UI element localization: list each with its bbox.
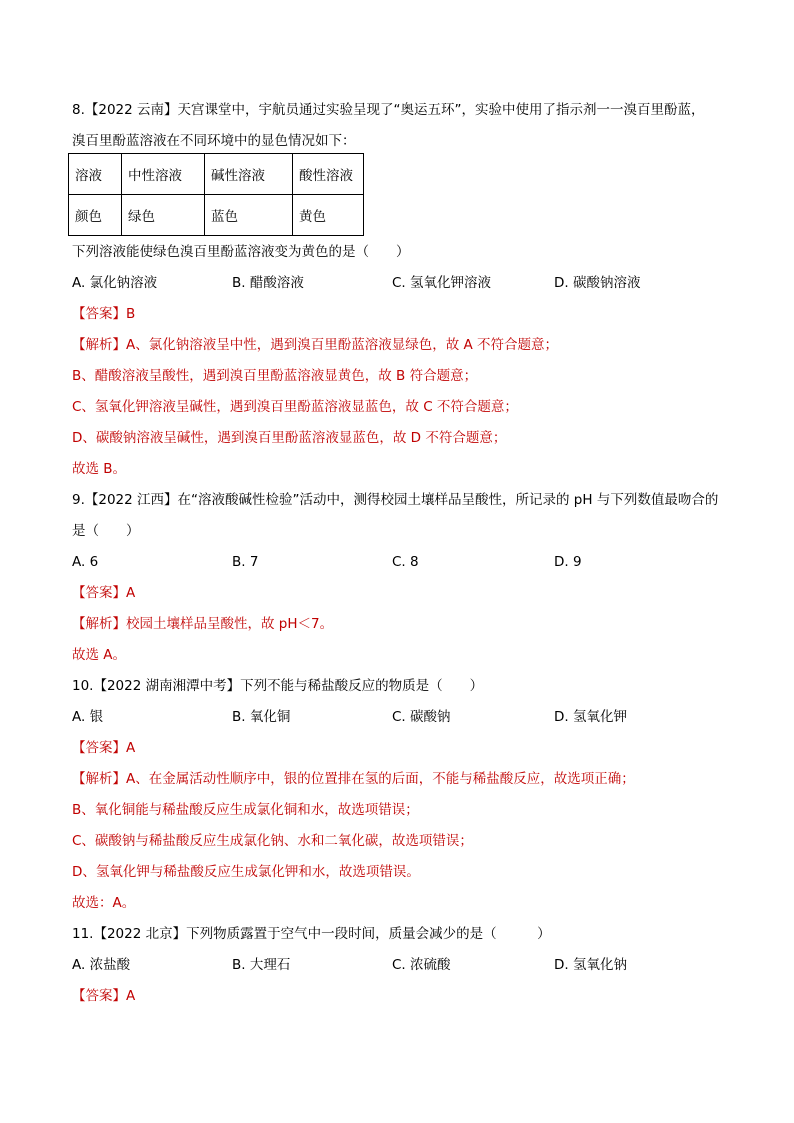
table-cell: 溶液	[69, 154, 122, 195]
table-cell: 颜色	[69, 195, 122, 236]
q10-answer: 【答案】A	[72, 740, 136, 756]
option-a: A. 银	[72, 709, 104, 725]
q8-analysis-line: D、碳酸钠溶液呈碱性，遇到溴百里酚蓝溶液显蓝色，故 D 不符合题意；	[72, 430, 507, 446]
option-d: D. 氢氧化钠	[554, 957, 627, 973]
indicator-color-table	[68, 153, 364, 236]
table-cell: 绿色	[122, 195, 205, 236]
q9-stem-line-1: 9.【2022 江西】在“溶液酸碱性检验”活动中，测得校园土壤样品呈酸性，所记录的 pH 与下列数值最吻合的	[72, 492, 719, 508]
table-row	[69, 195, 364, 236]
q10-conclusion: 故选：A。	[72, 895, 136, 911]
table-cell: 中性溶液	[122, 154, 205, 195]
q11-stem: 11.【2022 北京】下列物质露置于空气中一段时间，质量会减少的是（ ）	[72, 926, 551, 942]
q9-stem-line-2: 是（ ）	[72, 523, 140, 539]
q9-analysis-line: 【解析】校园土壤样品呈酸性，故 pH＜7。	[72, 616, 334, 632]
table-row	[69, 154, 364, 195]
option-d: D. 9	[554, 554, 582, 570]
option-a: A. 6	[72, 554, 99, 570]
table-cell: 蓝色	[205, 195, 293, 236]
q8-question: 下列溶液能使绿色溴百里酚蓝溶液变为黄色的是（ ）	[72, 244, 410, 260]
q11-answer: 【答案】A	[72, 988, 136, 1004]
q8-analysis-line: 【解析】A、氯化钠溶液呈中性，遇到溴百里酚蓝溶液显绿色，故 A 不符合题意；	[72, 337, 559, 353]
option-b: B. 醋酸溶液	[232, 275, 304, 291]
table-cell: 酸性溶液	[293, 154, 364, 195]
option-c: C. 浓硫酸	[392, 957, 451, 973]
q8-options	[72, 273, 732, 293]
q10-stem: 10.【2022 湖南湘潭中考】下列不能与稀盐酸反应的物质是（ ）	[72, 678, 484, 694]
q9-options	[72, 552, 732, 572]
q8-answer: 【答案】B	[72, 306, 136, 322]
table-cell: 黄色	[293, 195, 364, 236]
option-a: A. 浓盐酸	[72, 957, 131, 973]
q10-analysis-line: D、氢氧化钾与稀盐酸反应生成氯化钾和水，故选项错误。	[72, 864, 420, 880]
q8-stem-line-1: 8.【2022 云南】天宫课堂中，宇航员通过实验呈现了“奥运五环”，实验中使用了指示剂一一溴百里酚蓝，	[72, 102, 705, 118]
q11-options	[72, 955, 732, 975]
option-d: D. 碳酸钠溶液	[554, 275, 641, 291]
q10-analysis-line: C、碳酸钠与稀盐酸反应生成氯化钠、水和二氧化碳，故选项错误；	[72, 833, 473, 849]
document-page	[72, 100, 732, 1006]
option-b: B. 氧化铜	[232, 709, 291, 725]
option-a: A. 氯化钠溶液	[72, 275, 158, 291]
q8-conclusion: 故选 B。	[72, 461, 127, 477]
q8-stem-line-2: 溴百里酚蓝溶液在不同环境中的显色情况如下：	[72, 133, 356, 149]
option-b: B. 大理石	[232, 957, 291, 973]
q9-conclusion: 故选 A。	[72, 647, 127, 663]
q10-options	[72, 707, 732, 727]
option-d: D. 氢氧化钾	[554, 709, 627, 725]
option-b: B. 7	[232, 554, 259, 570]
q10-analysis-line: B、氧化铜能与稀盐酸反应生成氯化铜和水，故选项错误；	[72, 802, 419, 818]
q8-analysis-line: C、氢氧化钾溶液呈碱性，遇到溴百里酚蓝溶液显蓝色，故 C 不符合题意；	[72, 399, 518, 415]
q10-analysis-line: 【解析】A、在金属活动性顺序中，银的位置排在氢的后面，不能与稀盐酸反应，故选项正确；	[72, 771, 635, 787]
q9-answer: 【答案】A	[72, 585, 136, 601]
q8-analysis-line: B、醋酸溶液呈酸性，遇到溴百里酚蓝溶液显黄色，故 B 符合题意；	[72, 368, 478, 384]
option-c: C. 氢氧化钾溶液	[392, 275, 492, 291]
table-cell: 碱性溶液	[205, 154, 293, 195]
option-c: C. 碳酸钠	[392, 709, 451, 725]
option-c: C. 8	[392, 554, 419, 570]
